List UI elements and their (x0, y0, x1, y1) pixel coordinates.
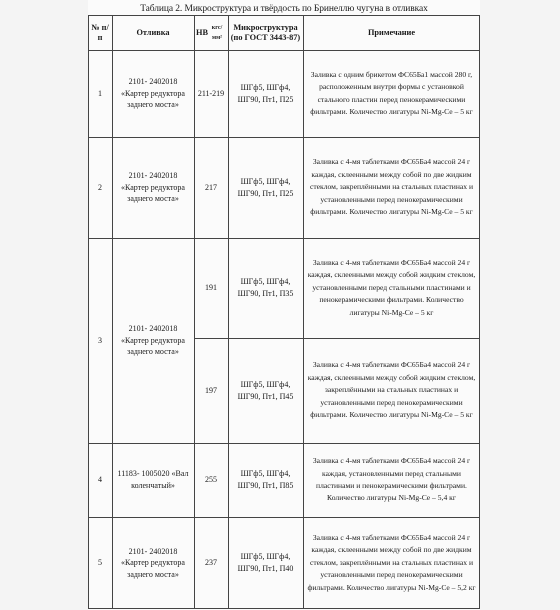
row3b-note: Заливка с 4-мя таблетками ФС65Ба4 массой 24 г каждая, склеенными между собой жидким стеклом, закреплёнными на стальных пластинах и установленными перед пенокерамическими фильтрами. Количество лигатуры Ni-Mg-Ce – 5 кг (307, 360, 476, 420)
header-hb-unit: кгс/мм² (211, 24, 223, 41)
row3a-note: Заливка с 4-мя таблетками ФС65Ба4 массой 24 г каждая, склеенными между собой жидким стеклом, установленными перед стальными пластинами и пенокерамическими фильтрами. Количество лигатуры Ni-Mg-Ce – 5 кг (307, 257, 476, 317)
row4-micro: ШГф5, ШГф4, ШГ90, Пт1, П85 (237, 469, 294, 490)
rule-header (88, 50, 480, 51)
document-page (88, 0, 480, 610)
row4-hb: 255 (205, 475, 217, 485)
rule-col2 (194, 15, 195, 609)
table-caption: Таблица 2. Микроструктура и твёрдость по Бринеллю чугуна в отливках (140, 4, 428, 14)
row3b-micro: ШГф5, ШГф4, ШГ90, Пт1, П45 (237, 379, 294, 401)
rule-right (479, 15, 480, 609)
header-num: № п/п (91, 22, 109, 42)
row1-micro: ШГф5, ШГф4, ШГ90, Пт1, П25 (237, 82, 294, 104)
rule-col4 (303, 15, 304, 609)
row2-hb: 217 (205, 182, 217, 192)
row3a-micro: ШГф5, ШГф4, ШГ90, Пт1, П35 (237, 277, 294, 298)
row3-casting: 2101- 2402018 «Картер редуктора заднего моста» (121, 324, 185, 357)
row3a-hb: 191 (205, 283, 217, 293)
row4-note: Заливка с 4-мя таблетками ФС65Ба4 массой 24 г каждая, установленными перед стальными пластинами и пенокерамическими фильтрами. Количество лигатуры Ni-Mg-Ce – 5,4 кг (312, 456, 471, 503)
row1-hb: 211-219 (197, 88, 225, 98)
row5-hb: 237 (205, 558, 217, 568)
rule-row1 (88, 137, 480, 138)
row5-note: Заливка с 4-мя таблетками ФС65Ба4 массой 24 г каждая, склеенными между собой по две жидким стеклом, закреплёнными на стальных пластинах и установленными перед пенокерамическими фильтрами. Количество лигатуры Ni-Mg-Ce – 5,2 кг (307, 532, 476, 592)
row5-micro: ШГф5, ШГф4, ШГ90, Пт1, П40 (237, 552, 294, 573)
rule-bottom (88, 608, 480, 609)
row5-num: 5 (98, 558, 102, 568)
rule-row3-split (194, 338, 480, 339)
rule-top (88, 15, 480, 16)
row3b-hb: 197 (205, 385, 217, 395)
rule-left (88, 15, 89, 609)
header-note: Примечание (367, 27, 416, 37)
row3-num: 3 (98, 335, 102, 345)
rule-row2 (88, 238, 480, 239)
header-casting: Отливка (136, 27, 170, 37)
row4-num: 4 (98, 475, 102, 485)
row2-casting: 2101- 2402018 «Картер редуктора заднего моста» (121, 171, 185, 204)
rule-row4 (88, 517, 480, 518)
row2-note: Заливка с 4-мя таблетками ФС65Ба4 массой 24 г каждая, склеенными между собой по две жидким стеклом, закреплёнными на стальных пластинах и установленными перед пенокерамическими фильтрами. Количество лигатуры Ni-Mg-Ce – 5 кг (309, 157, 474, 217)
rule-row3 (88, 443, 480, 444)
row2-num: 2 (98, 182, 102, 192)
row1-note: Заливка с одним брикетом ФС65Ба1 массой 280 г, расположенным внутри формы с установкой стального пластин перед пенокерамическими фильтрами. Количество лигатуры Ni-Mg-Ce – 5 кг (310, 69, 473, 116)
header-hb (194, 15, 228, 50)
rule-col3 (228, 15, 229, 609)
row5-casting: 2101- 2402018 «Картер редуктора заднего моста» (121, 546, 185, 579)
data-table (88, 15, 480, 609)
header-micro: Микроструктура (по ГОСТ 3443-87) (230, 22, 301, 42)
header-hb-label: НВ (196, 27, 208, 37)
row2-micro: ШГф5, ШГф4, ШГ90, Пт1, П25 (237, 176, 294, 198)
rule-col1 (112, 15, 113, 609)
row1-num: 1 (98, 88, 102, 98)
row1-casting: 2101- 2402018 «Картер редуктора заднего моста» (121, 77, 185, 110)
row4-casting: 11183- 1005020 «Вал коленчатый» (117, 469, 189, 490)
